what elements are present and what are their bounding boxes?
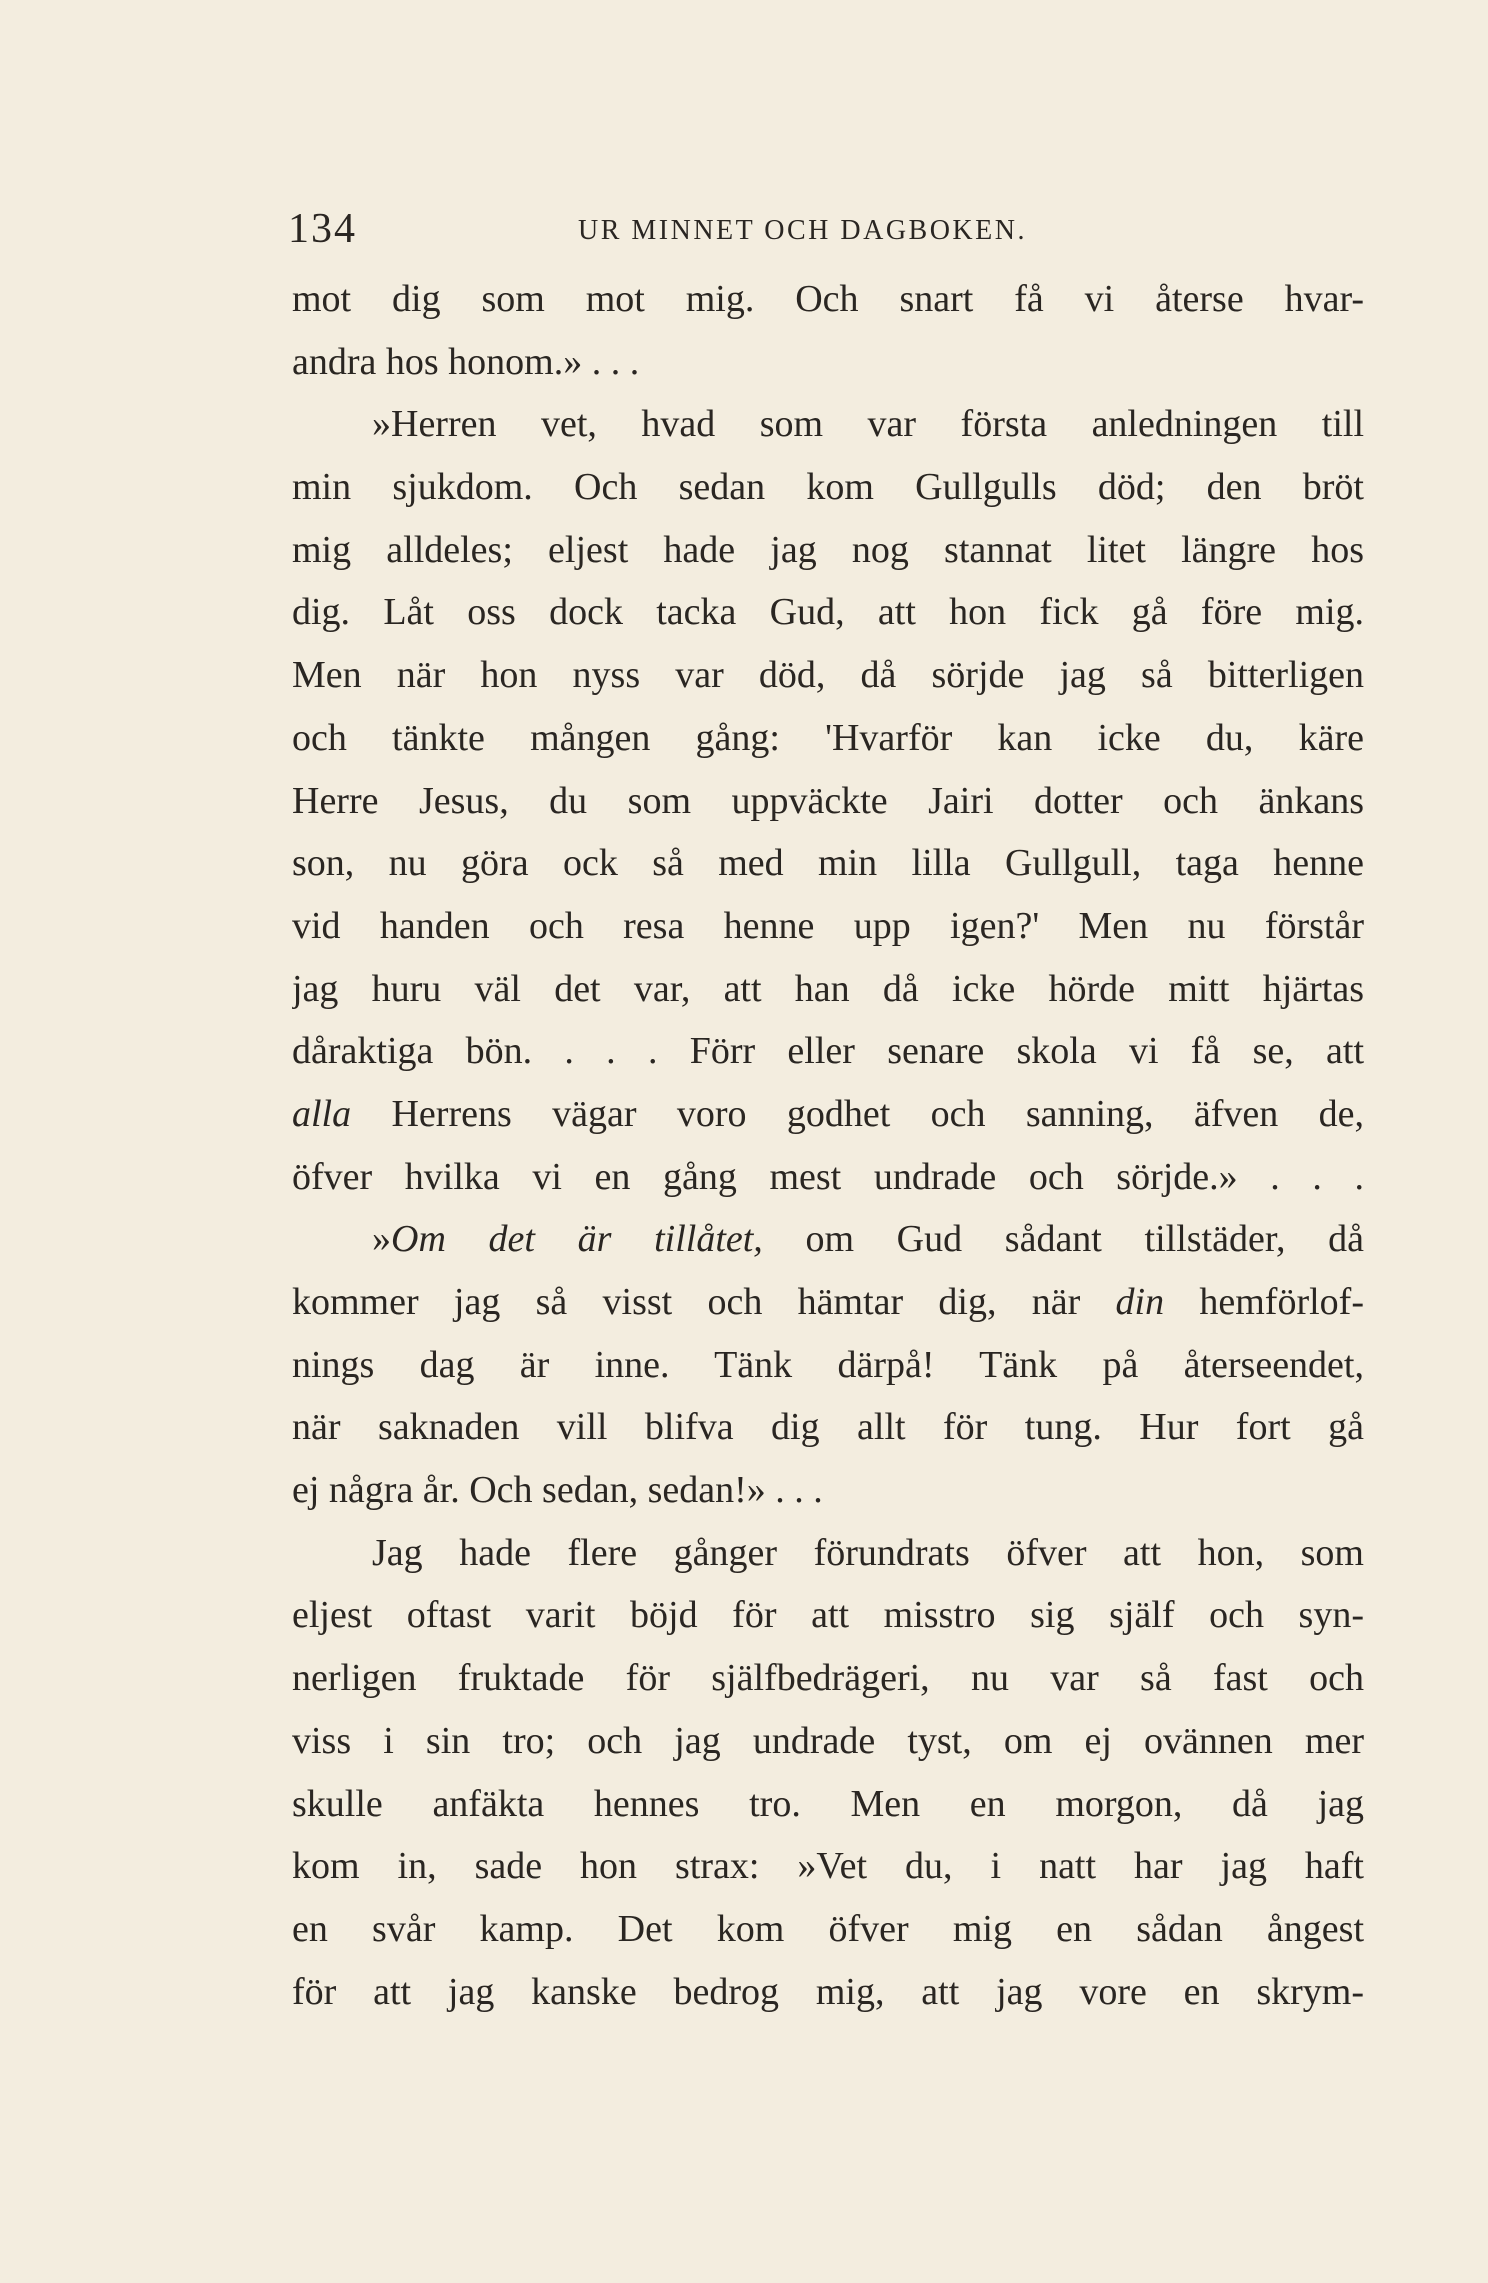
text-line: nerligen fruktade för själfbedrägeri, nu var så fast och	[292, 1657, 1364, 1700]
page-number: 134	[288, 206, 357, 252]
text-line: alla Herrens vägar voro godhet och sanning, äfven de,	[292, 1092, 1364, 1135]
text-line: mot dig som mot mig. Och snart få vi återse hvar-	[292, 278, 1364, 320]
text-line: vid handen och resa henne upp igen?' Men nu förstår	[292, 904, 1364, 947]
body-text	[292, 268, 1364, 2023]
text-line: när saknaden vill blifva dig allt för tung. Hur fort gå	[292, 1406, 1364, 1449]
page-header	[288, 205, 1368, 265]
text-line: en svår kamp. Det kom öfver mig en sådan ångest	[292, 1907, 1364, 1950]
text-line: viss i sin tro; och jag undrade tyst, om ej ovännen mer	[292, 1719, 1364, 1762]
text-line: Jag hade flere gånger förundrats öfver att hon, som	[372, 1531, 1364, 1574]
text-line: jag huru väl det var, att han då icke hörde mitt hjärtas	[292, 967, 1364, 1010]
text-line: eljest oftast varit böjd för att misstro sig själf och syn-	[292, 1594, 1364, 1637]
text-line: andra hos honom.» . . .	[292, 340, 640, 383]
running-title: UR MINNET OCH DAGBOKEN.	[578, 215, 1027, 246]
text-line: dåraktiga bön. . . . Förr eller senare skola vi få se, att	[292, 1030, 1364, 1073]
text-line: min sjukdom. Och sedan kom Gullgulls död; den bröt	[292, 466, 1364, 509]
text-line: Men när hon nyss var död, då sörjde jag så bitterligen	[292, 654, 1364, 697]
text-line: Herre Jesus, du som uppväckte Jairi dotter och änkans	[292, 779, 1364, 822]
text-line: öfver hvilka vi en gång mest undrade och sörjde.» . . .	[292, 1155, 1364, 1198]
text-line: för att jag kanske bedrog mig, att jag vore en skrym-	[292, 1970, 1364, 2013]
text-line: kommer jag så visst och hämtar dig, när din hemförlof-	[292, 1281, 1364, 1323]
text-line: ej några år. Och sedan, sedan!» . . .	[292, 1469, 823, 1512]
text-line: »Om det är tillåtet, om Gud sådant tillstäder, då	[372, 1218, 1364, 1261]
text-line: mig alldeles; eljest hade jag nog stannat litet längre hos	[292, 528, 1364, 571]
text-line: skulle anfäkta hennes tro. Men en morgon, då jag	[292, 1782, 1364, 1825]
text-line: son, nu göra ock så med min lilla Gullgull, taga henne	[292, 842, 1364, 885]
text-line: och tänkte mången gång: 'Hvarför kan icke du, käre	[292, 716, 1364, 759]
text-line: »Herren vet, hvad som var första anledningen till	[372, 403, 1364, 446]
text-line: kom in, sade hon strax: »Vet du, i natt har jag haft	[292, 1845, 1364, 1888]
text-line: nings dag är inne. Tänk därpå! Tänk på återseendet,	[292, 1343, 1364, 1386]
text-line: dig. Låt oss dock tacka Gud, att hon fick gå före mig.	[292, 591, 1364, 634]
